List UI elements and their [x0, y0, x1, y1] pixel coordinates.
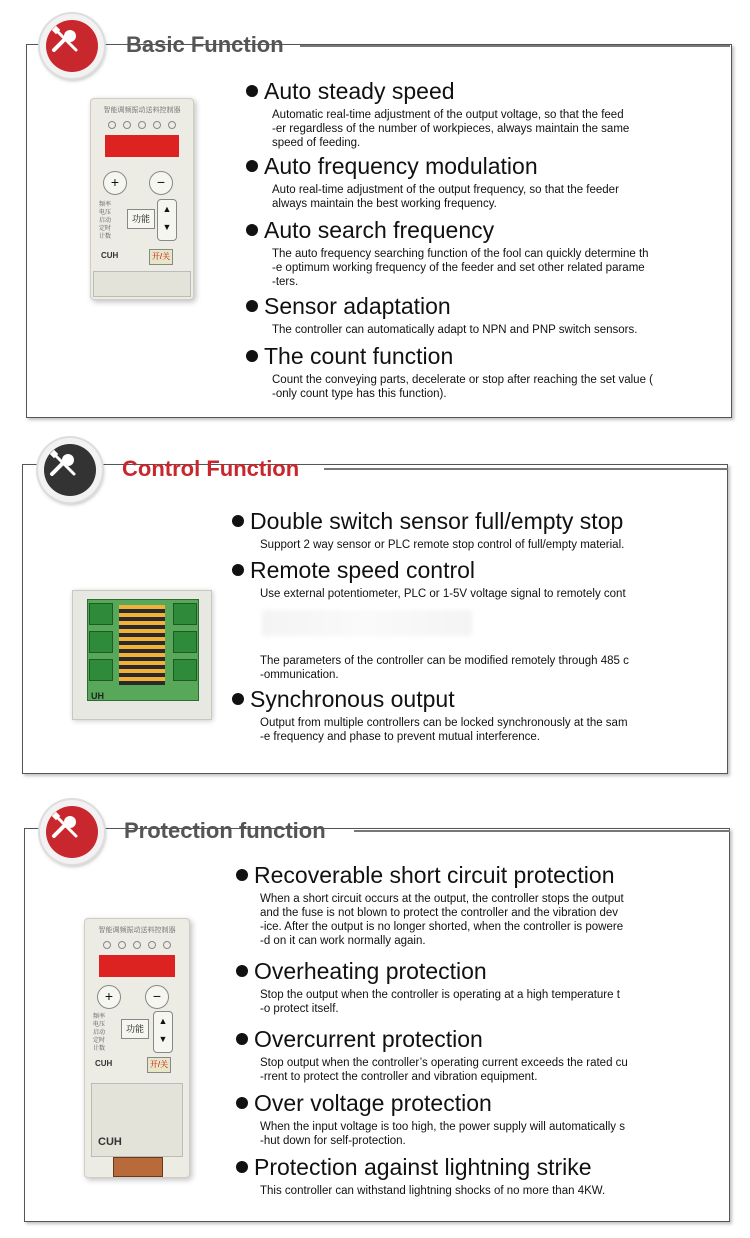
function-key: 功能 [127, 209, 155, 229]
bullet-icon [236, 965, 248, 977]
feature-item: Double switch sensor full/empty stop Support 2 way sensor or PLC remote stop control of full/empty material. [232, 508, 624, 552]
feature-item: Auto steady speed Automatic real-time adjustment of the output voltage, so that the feed -er regardless of the number of workpieces, always maintain the same speed of feeding. [246, 78, 629, 150]
arrow-keys: ▲ ▼ [157, 199, 177, 241]
wrench-screwdriver-icon [50, 810, 82, 842]
blurred-text [262, 610, 472, 636]
led-display [99, 955, 175, 977]
bullet-icon [236, 1161, 248, 1173]
bullet-icon [246, 224, 258, 236]
onoff-key: 开/关 [147, 1057, 171, 1073]
feature-item: Overheating protection Stop the output when the controller is operating at a high temperature t -o protect itself. [236, 958, 620, 1016]
feature-item: Overcurrent protection Stop output when the controller’s operating current exceeds the rated cu -rrent to protect the controller and vibration equipment. [236, 1026, 628, 1084]
minus-button: − [145, 985, 169, 1009]
header-rule [300, 45, 730, 47]
feature-item: Over voltage protection When the input voltage is too high, the power supply will automatically s -hut down for self-protection. [236, 1090, 625, 1148]
section-title: Basic Function [126, 32, 284, 57]
function-key: 功能 [121, 1019, 149, 1039]
terminal-block [113, 1157, 163, 1177]
brand-logo: CUH [101, 251, 119, 260]
header-rule [354, 830, 730, 832]
bullet-icon [236, 1097, 248, 1109]
led-display [105, 135, 179, 157]
status-leds: 频率 电压 启动 定时 计数 [93, 1014, 106, 1052]
controller-board-image [72, 590, 212, 720]
board-label: UH [91, 691, 104, 701]
feature-item: The count function Count the conveying parts, decelerate or stop after reaching the set value ( -only count type has this function). [246, 343, 653, 401]
lower-cover [93, 271, 191, 297]
arrow-keys: ▲ ▼ [153, 1011, 173, 1053]
controller-device-image: 智能调频振动送料控制器 + − 频率 电压 启动 定时 计数 功能 ▲ ▼ CUH 开/关 CUH [84, 918, 190, 1178]
feature-item: Auto search frequency The auto frequency searching function of the fool can quickly determine th -e optimum working frequency of the feeder and set other related parame -ters. [246, 217, 649, 289]
plus-button: + [97, 985, 121, 1009]
header-rule [324, 468, 728, 470]
bullet-icon [232, 515, 244, 527]
bullet-icon [236, 1033, 248, 1045]
bullet-icon [232, 564, 244, 576]
wrench-screwdriver-icon [50, 24, 82, 56]
status-leds: 频率 电压 启动 定时 计数 [99, 202, 112, 240]
control-function-badge [38, 438, 102, 502]
brand-logo: CUH [95, 1059, 113, 1068]
wrench-screwdriver-icon [48, 448, 80, 480]
feature-item: The parameters of the controller can be modified remotely through 485 c -ommunication. [260, 655, 629, 681]
feature-item: Remote speed control Use external potentiometer, PLC or 1-5V voltage signal to remotely cont [232, 557, 626, 601]
section-title: Protection function [124, 818, 326, 843]
feature-item: Protection against lightning strike This controller can withstand lightning shocks of no more than 4KW. [236, 1154, 605, 1198]
onoff-key: 开/关 [149, 249, 173, 265]
section-title: Control Function [122, 456, 300, 481]
lower-cover: CUH [91, 1083, 183, 1157]
feature-item: Recoverable short circuit protection When a short circuit occurs at the output, the controller stops the output and the fuse is not blown to protect the controller and the vibration dev -ice. After the output is no longer shorted, when the controller is powere -d on it can work normally again. [236, 862, 624, 948]
feature-item: Synchronous output Output from multiple controllers can be locked synchronously at the sam -e frequency and phase to prevent mutual interference. [232, 686, 628, 744]
bullet-icon [246, 85, 258, 97]
control-function-header [34, 434, 734, 504]
protection-function-badge [40, 800, 104, 864]
minus-button: − [149, 171, 173, 195]
protection-function-header [36, 796, 736, 866]
bullet-icon [246, 300, 258, 312]
plus-button: + [103, 171, 127, 195]
bullet-icon [246, 350, 258, 362]
basic-function-header [36, 10, 736, 80]
feature-item: Sensor adaptation The controller can automatically adapt to NPN and PNP switch sensors. [246, 293, 637, 337]
bullet-icon [236, 869, 248, 881]
controller-device-image: 智能调频振动送料控制器 + − 频率 电压 启动 定时 计数 功能 ▲ ▼ CUH 开/关 [90, 98, 194, 300]
bullet-icon [232, 693, 244, 705]
bullet-icon [246, 160, 258, 172]
feature-item: Auto frequency modulation Auto real-time adjustment of the output frequency, so that the feeder always maintain the best working frequency. [246, 153, 619, 211]
basic-function-badge [40, 14, 104, 78]
